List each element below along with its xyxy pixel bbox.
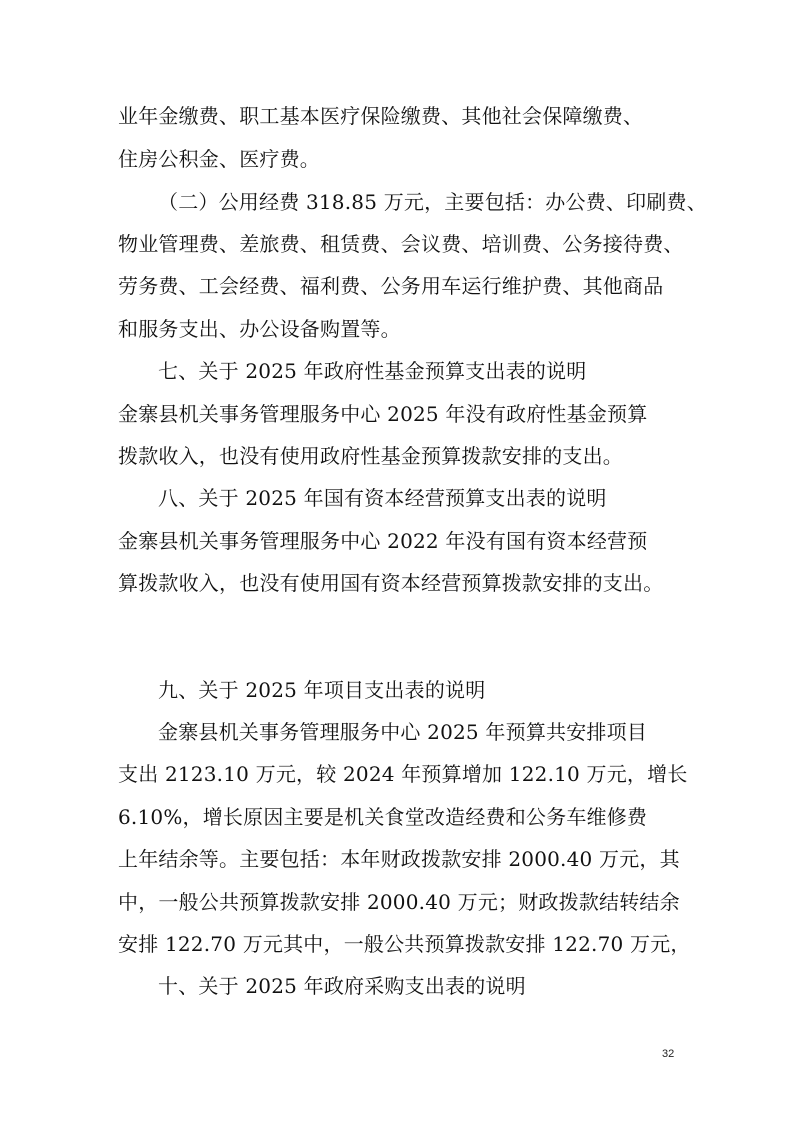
section-heading-7: 七、关于 2025 年政府性基金预算支出表的说明 <box>158 359 587 383</box>
body-text-line: 住房公积金、医疗费。 <box>118 147 320 171</box>
body-text-line: 金寨县机关事务管理服务中心 2022 年没有国有资本经营预 <box>118 529 648 553</box>
page-number: 32 <box>662 1048 675 1060</box>
body-text-line: 金寨县机关事务管理服务中心 2025 年预算共安排项目 <box>158 720 648 744</box>
body-text-line: 上年结余等。主要包括：本年财政拨款安排 2000.40 万元，其 <box>118 847 680 871</box>
body-text-line: 支出 2123.10 万元，较 2024 年预算增加 122.10 万元，增长 <box>118 762 688 786</box>
section-heading-8: 八、关于 2025 年国有资本经营预算支出表的说明 <box>158 486 607 510</box>
section-heading-9: 九、关于 2025 年项目支出表的说明 <box>158 678 486 702</box>
body-text-line: 拨款收入，也没有使用政府性基金预算拨款安排的支出。 <box>118 444 623 468</box>
section-item-public-expenses: （二）公用经费 318.85 万元，主要包括：办公费、印刷费、 <box>158 190 707 214</box>
body-text-line: 安排 122.70 万元其中，一般公共预算拨款安排 122.70 万元， <box>118 932 691 956</box>
section-heading-10: 十、关于 2025 年政府采购支出表的说明 <box>158 974 526 998</box>
body-text-line: 和服务支出、办公设备购置等。 <box>118 317 401 341</box>
body-text-line: 6.10%，增长原因主要是机关食堂改造经费和公务车维修费 <box>118 805 648 829</box>
body-text-line: 劳务费、工会经费、福利费、公务用车运行维护费、其他商品 <box>118 274 664 298</box>
body-text-line: 中，一般公共预算拨款安排 2000.40 万元；财政拨款结转结余 <box>118 890 680 914</box>
body-text-line: 物业管理费、差旅费、租赁费、会议费、培训费、公务接待费、 <box>118 232 684 256</box>
body-text-line: 业年金缴费、职工基本医疗保险缴费、其他社会保障缴费、 <box>118 104 644 128</box>
body-text-line: 算拨款收入，也没有使用国有资本经营预算拨款安排的支出。 <box>118 571 664 595</box>
body-text-line: 金寨县机关事务管理服务中心 2025 年没有政府性基金预算 <box>118 402 648 426</box>
